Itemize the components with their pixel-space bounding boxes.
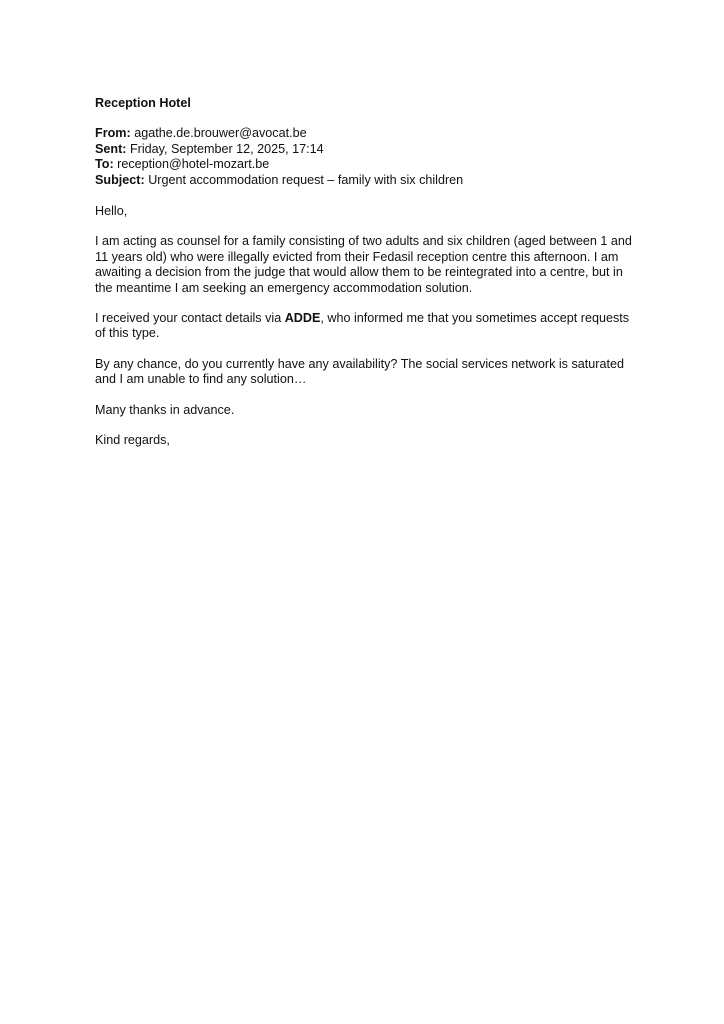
body-paragraph-3: By any chance, do you currently have any availability? The social services network is saturated and I am unable to find any solution… [95,356,624,387]
sent-value: Friday, September 12, 2025, 17:14 [129,141,324,156]
body-paragraph-4: Many thanks in advance. [95,402,235,417]
body-paragraph-2 [95,311,640,342]
paragraph-2-text-before: I received your contact details via [95,311,285,326]
document-title: Reception Hotel [95,96,191,110]
email-header [95,126,640,188]
email-document [95,96,640,464]
closing: Kind regards, [95,433,170,448]
from-value: agathe.de.brouwer@avocat.be [134,126,307,141]
body-paragraph-1: I am acting as counsel for a family consisting of two adults and six children (aged between 1 and 11 years old) who were illegally evicted from their Fedasil reception centre this afternoon. I am awaiting a decision from the judge that would allow them to be reintegrated into a centre, but in the meantime I am seeking an emergency accommodation solution. [95,234,632,295]
sent-label: Sent: [95,141,127,156]
organization-name: ADDE [284,311,321,326]
subject-label: Subject: [95,172,145,187]
sent-line [95,142,640,157]
subject-value: Urgent accommodation request – family with six children [148,172,464,187]
from-line [95,126,640,141]
subject-line [95,173,640,188]
greeting: Hello, [95,204,128,219]
to-line [95,157,640,172]
paragraph-2-text-after: , who informed me that you sometimes accept requests of this type. [95,311,630,341]
from-label: From: [95,126,131,141]
to-label: To: [95,157,114,172]
to-value: reception@hotel-mozart.be [117,157,270,172]
